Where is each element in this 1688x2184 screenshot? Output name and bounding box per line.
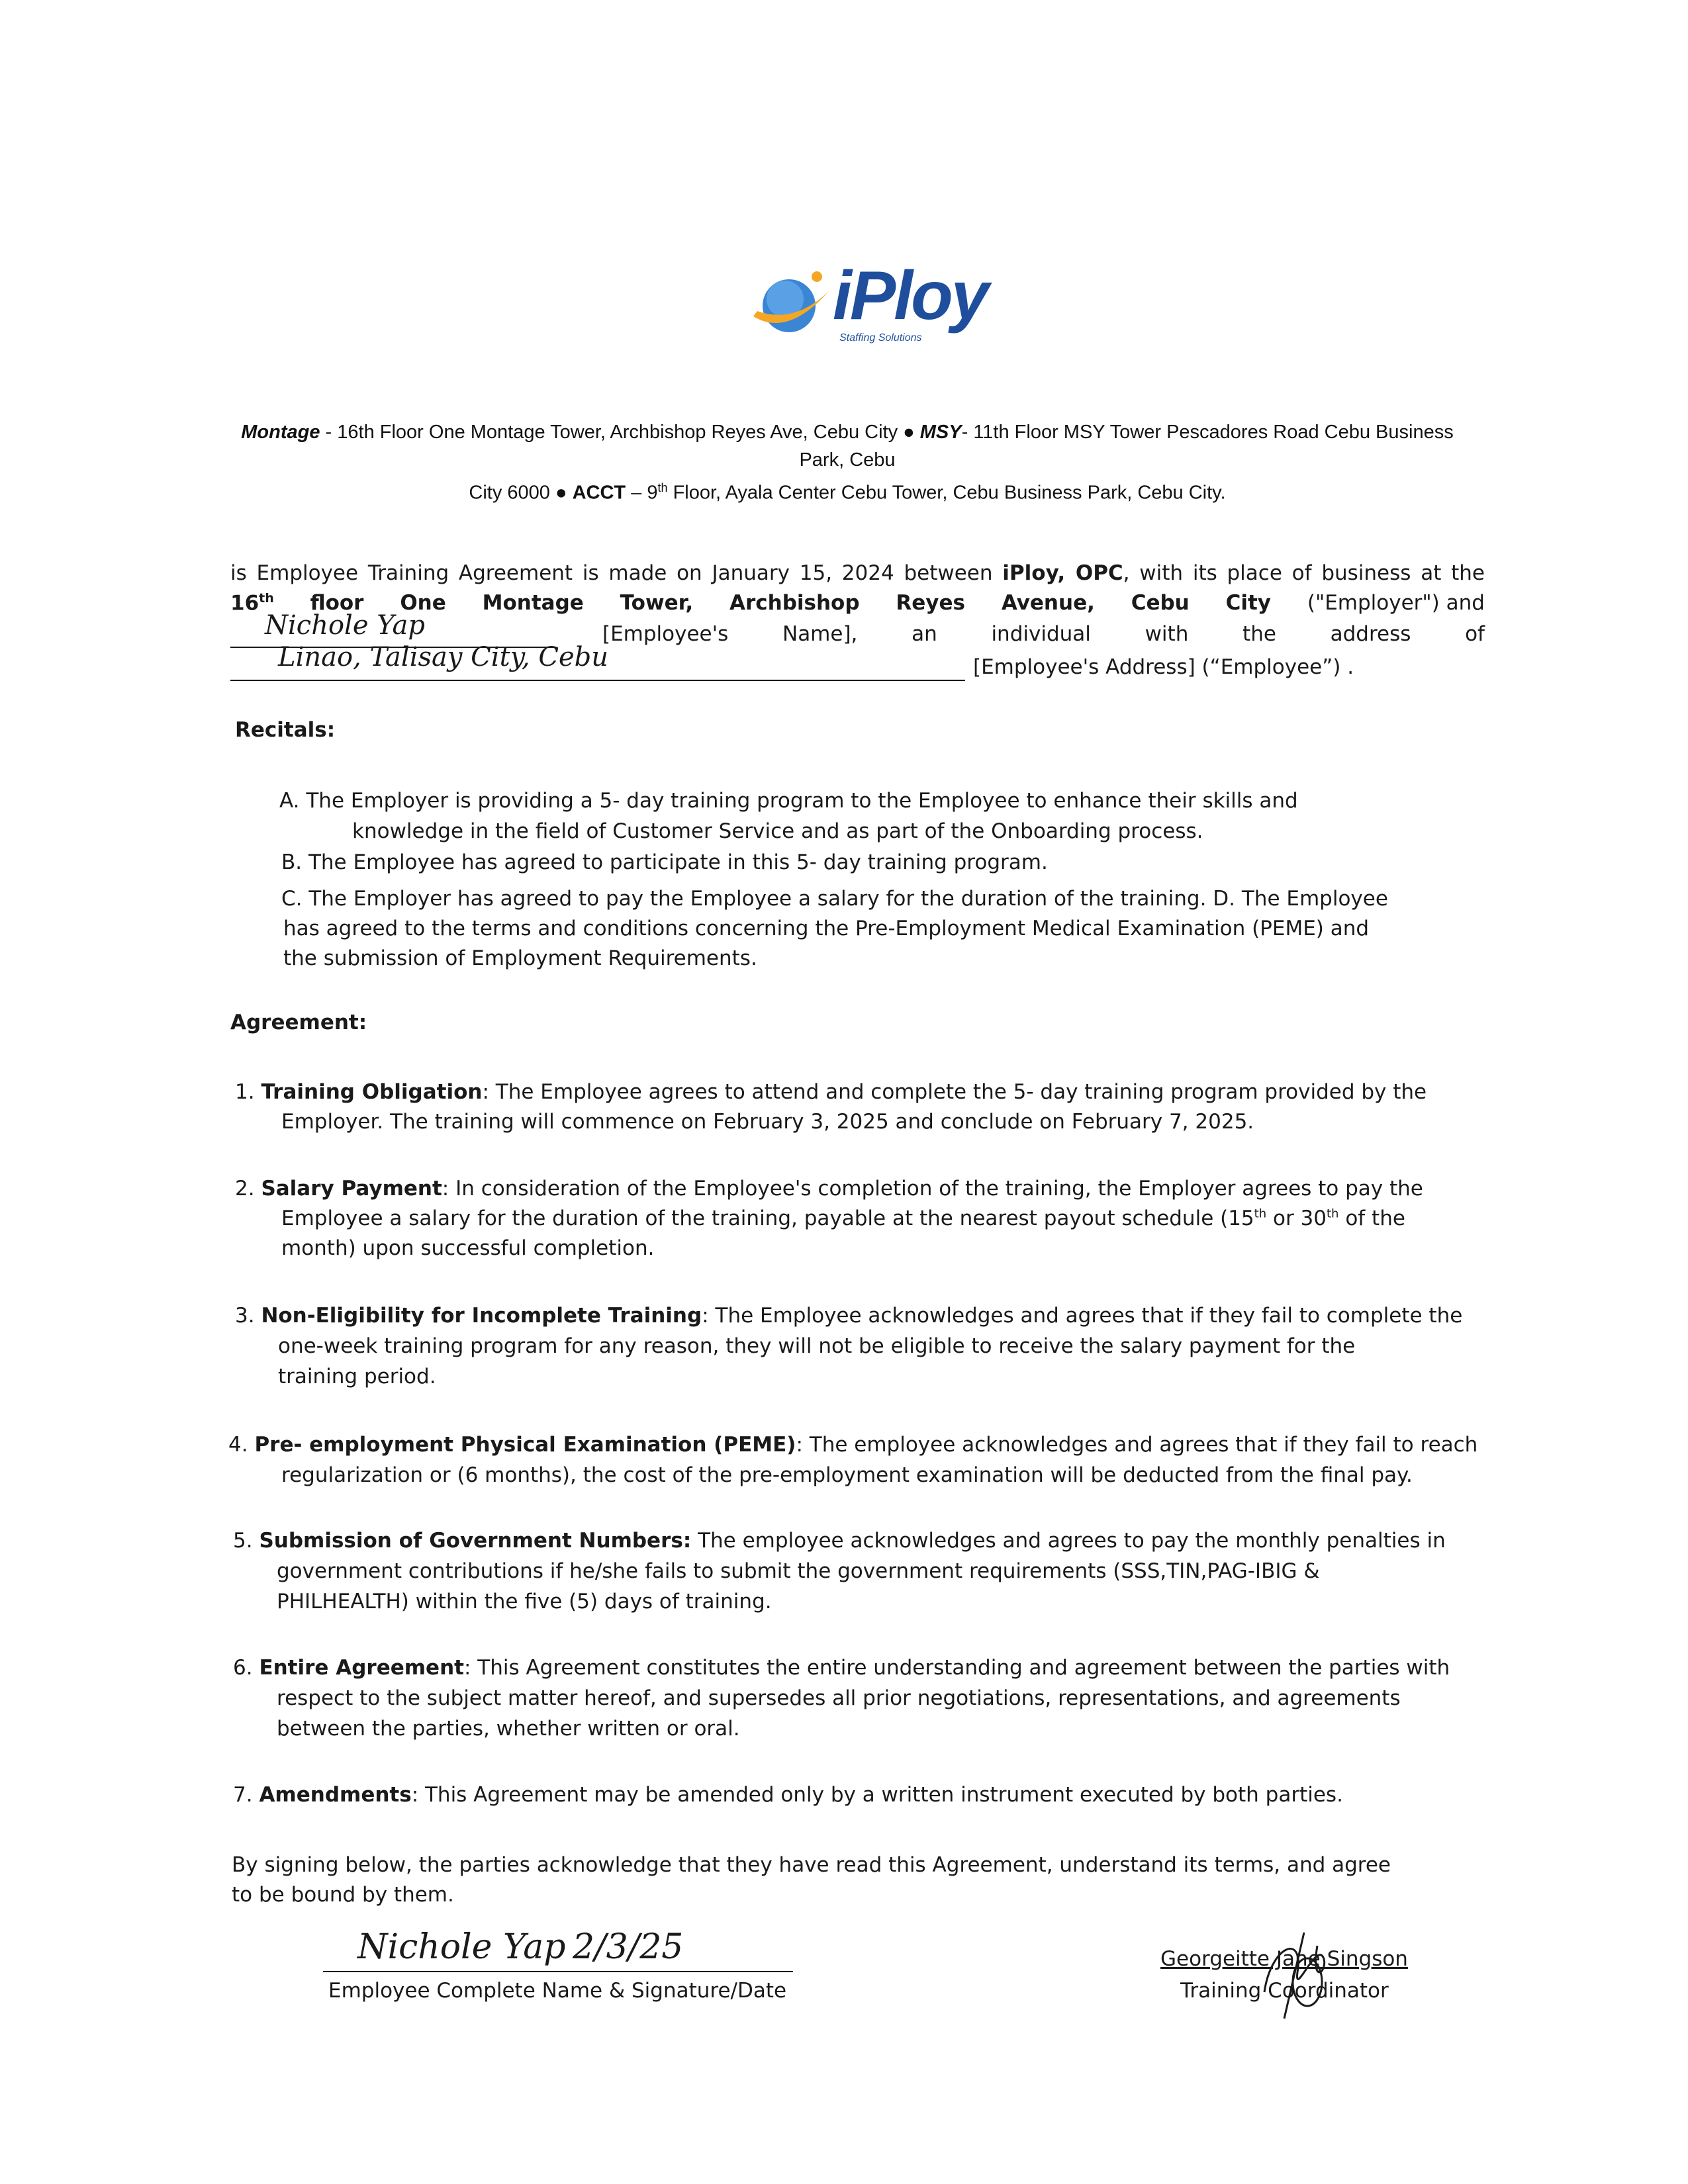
intro-text: , with its place of business at the	[1123, 561, 1485, 585]
agreement-item-6	[233, 1656, 1450, 1680]
coordinator-title: Training Coordinator	[1180, 1979, 1389, 2003]
item-title: Training Obligation	[261, 1080, 483, 1104]
intro-line-2: 16th floor One Montage Tower, Archbishop Reyes Avenue, Cebu City ("Employer") and	[230, 591, 1485, 615]
item-title: Submission of Government Numbers:	[259, 1529, 692, 1553]
agreement-item-1-line-2: Employer. The training will commence on February 3, 2025 and conclude on February 7, 2025.	[281, 1110, 1254, 1134]
address-label: [Employee's Address] (“Employee”) .	[973, 655, 1354, 679]
agreement-item-5	[233, 1529, 1446, 1553]
name-label-line: [Employee's Name], an individual with the address of	[602, 622, 1485, 646]
closing-line-1: By signing below, the parties acknowledge that they have read this Agreement, understand its terms, and agree	[232, 1853, 1391, 1877]
recital-a-line-1: A. The Employer is providing a 5- day training program to the Employee to enhance their skills and	[279, 789, 1298, 813]
item-title: Entire Agreement	[259, 1656, 464, 1680]
item-text: : The Employee agrees to attend and complete the 5- day training program provided by the	[482, 1080, 1427, 1104]
employee-signature-handwritten: Nichole Yap	[357, 1927, 566, 1967]
floor-sup: th	[259, 591, 274, 606]
agreement-item-2-line-2	[281, 1206, 1405, 1230]
item-text: The employee acknowledges and agrees to pay the monthly penalties in	[691, 1529, 1446, 1553]
acct-address-pre: – 9	[626, 482, 658, 504]
agreement-item-4	[228, 1433, 1477, 1457]
sup: th	[1254, 1206, 1267, 1221]
msy-label: MSY	[919, 422, 962, 443]
acct-label: ACCT	[572, 482, 626, 504]
item-number: 4.	[228, 1433, 248, 1457]
agreement-item-5-line-3: PHILHEALTH) within the five (5) days of training.	[277, 1590, 772, 1614]
agreement-item-3-line-2: one-week training program for any reason, they will not be eligible to receive the salary payment for the	[278, 1334, 1356, 1358]
recital-c-line-3: the submission of Employment Requirements.	[283, 946, 757, 970]
item-title: Amendments	[259, 1783, 412, 1807]
item-text: : The employee acknowledges and agrees that if they fail to reach	[796, 1433, 1478, 1457]
recitals-heading: Recitals:	[235, 718, 336, 742]
item-text: or 30	[1266, 1206, 1327, 1230]
agreement-item-3	[235, 1304, 1462, 1328]
agreement-item-2-line-3: month) upon successful completion.	[281, 1236, 655, 1260]
coordinator-signature-mark	[1244, 1919, 1350, 2025]
agreement-item-4-line-2: regularization or (6 months), the cost of the pre-employment examination will be deducted from the final pay.	[281, 1463, 1413, 1487]
agreement-item-2	[235, 1177, 1423, 1201]
office-addresses	[225, 418, 1470, 507]
item-number: 2.	[235, 1177, 255, 1201]
logo-tagline: Staffing Solutions	[839, 332, 922, 343]
intro-line-1	[230, 561, 1485, 585]
agreement-item-5-line-2: government contributions if he/she fails to submit the government requirements (SSS,TIN,PAG-IBIG &	[277, 1559, 1320, 1583]
item-number: 1.	[235, 1080, 255, 1104]
logo-wordmark: iPloy	[833, 257, 988, 334]
agreement-heading: Agreement:	[230, 1011, 367, 1034]
agreement-item-7	[233, 1783, 1343, 1807]
coordinator-name: Georgeitte Jane Singson	[1160, 1947, 1408, 1971]
employer-label: ("Employer") and	[1307, 591, 1485, 615]
item-text: of the	[1338, 1206, 1405, 1230]
employee-name-handwritten: Nichole Yap	[265, 610, 425, 641]
item-title: Non-Eligibility for Incomplete Training	[261, 1304, 702, 1328]
agreement-item-6-line-3: between the parties, whether written or oral.	[277, 1717, 740, 1741]
employee-signature-line	[323, 1971, 793, 1972]
item-number: 5.	[233, 1529, 253, 1553]
msy-address-cont: City 6000	[469, 482, 550, 504]
msy-address: - 11th Floor MSY Tower Pescadores Road Cebu Business Park, Cebu	[799, 422, 1454, 471]
floor-number: 16	[230, 591, 259, 615]
recital-b: B. The Employee has agreed to participate in this 5- day training program.	[281, 850, 1048, 874]
item-text: : This Agreement may be amended only by a written instrument executed by both parties.	[411, 1783, 1343, 1807]
recital-c-line-2: has agreed to the terms and conditions concerning the Pre-Employment Medical Examination (PEME) and	[283, 917, 1370, 940]
item-title: Salary Payment	[261, 1177, 442, 1201]
acct-address-post: Floor, Ayala Center Cebu Tower, Cebu Business Park, Cebu City.	[667, 482, 1226, 504]
item-number: 6.	[233, 1656, 253, 1680]
employee-address-handwritten: Linao, Talisay City, Cebu	[278, 642, 609, 672]
item-text: : This Agreement constitutes the entire understanding and agreement between the parties with	[463, 1656, 1450, 1680]
item-number: 3.	[235, 1304, 255, 1328]
employee-signature-caption: Employee Complete Name & Signature/Date	[328, 1979, 787, 2003]
closing-line-2: to be bound by them.	[232, 1883, 454, 1907]
item-title: Pre- employment Physical Examination (PEME)	[254, 1433, 796, 1457]
globe-swoosh-icon	[748, 265, 834, 344]
agreement-item-1	[235, 1080, 1427, 1104]
montage-label: Montage	[241, 422, 320, 443]
item-number: 7.	[233, 1783, 253, 1807]
recital-a-line-2: knowledge in the field of Customer Service and as part of the Onboarding process.	[352, 819, 1203, 843]
agreement-item-6-line-2: respect to the subject matter hereof, and supersedes all prior negotiations, representations, and agreements	[277, 1686, 1401, 1710]
bullet-icon: ●	[903, 422, 915, 443]
company-logo	[748, 257, 988, 357]
montage-address: - 16th Floor One Montage Tower, Archbishop Reyes Ave, Cebu City	[320, 422, 898, 443]
company-name: iPloy, OPC	[1002, 561, 1123, 585]
intro-text: is Employee Training Agreement is made on January 15, 2024 between	[230, 561, 1003, 585]
employee-signature-date: 2/3/25	[573, 1927, 684, 1967]
item-text: : In consideration of the Employee's completion of the training, the Employer agrees to pay the	[442, 1177, 1423, 1201]
bullet-icon: ●	[555, 482, 567, 504]
item-text: : The Employee acknowledges and agrees that if they fail to complete the	[702, 1304, 1463, 1328]
agreement-item-3-line-3: training period.	[278, 1365, 436, 1388]
acct-sup: th	[657, 481, 668, 494]
sup: th	[1327, 1206, 1339, 1221]
item-text: Employee a salary for the duration of the training, payable at the nearest payout schedule (15	[281, 1206, 1254, 1230]
recital-c-line-1: C. The Employer has agreed to pay the Employee a salary for the duration of the training. D. The Employee	[281, 887, 1388, 911]
